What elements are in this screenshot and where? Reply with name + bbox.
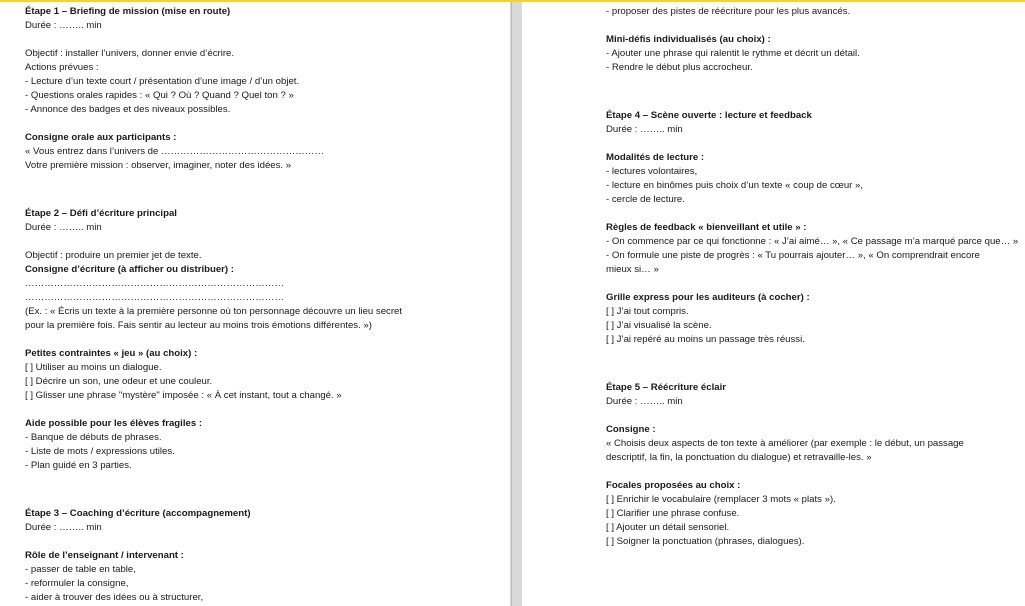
etape3-heading: Étape 3 – Coaching d’écriture (accompagnement) <box>25 508 251 519</box>
etape4-modalite-item: - cercle de lecture. <box>606 194 685 205</box>
etape2-objective: Objectif : produire un premier jet de texte. <box>25 250 202 261</box>
etape1-action-item: - Questions orales rapides : « Qui ? Où ? Quand ? Quel ton ? » <box>25 90 294 101</box>
etape4-modalites-heading: Modalités de lecture : <box>606 152 705 163</box>
etape4-heading: Étape 4 – Scène ouverte : lecture et feedback <box>606 110 812 121</box>
etape3-role-heading: Rôle de l’enseignant / intervenant : <box>25 550 184 561</box>
document-page-right <box>522 2 1025 606</box>
etape4-grille-heading: Grille express pour les auditeurs (à cocher) : <box>606 292 810 303</box>
etape4-regle-item: - On commence par ce qui fonctionne : « J’ai aimé… », « Ce passage m’a marqué parce que… » <box>606 236 1019 247</box>
etape1-consigne-line: « Vous entrez dans l’univers de …………………………………………… <box>25 146 325 157</box>
etape2-blank-line: ……………………………………………………………………… <box>25 278 285 289</box>
etape1-action-item: - Lecture d’un texte court / présentation d’une image / d’un objet. <box>25 76 300 87</box>
etape2-example-line: pour la première fois. Fais sentir au lecteur au moins trois émotions différentes. ») <box>25 320 372 331</box>
etape2-aide-item: - Liste de mots / expressions utiles. <box>25 446 175 457</box>
etape1-action-item: - Annonce des badges et des niveaux possibles. <box>25 104 231 115</box>
etape5-consigne-heading: Consigne : <box>606 424 656 435</box>
etape4-regle-item: mieux si… » <box>606 264 659 275</box>
etape1-consigne-line: Votre première mission : observer, imaginer, noter des idées. » <box>25 160 292 171</box>
etape1-heading: Étape 1 – Briefing de mission (mise en route) <box>25 6 231 17</box>
etape5-focale-item: [ ] Soigner la ponctuation (phrases, dialogues). <box>606 536 805 547</box>
etape1-objective: Objectif : installer l’univers, donner envie d’écrire. <box>25 48 235 59</box>
etape2-example-line: (Ex. : « Écris un texte à la première personne où ton personnage découvre un lieu secret <box>25 306 403 317</box>
etape5-focales-heading: Focales proposées au choix : <box>606 480 741 491</box>
etape4-modalite-item: - lecture en binômes puis choix d’un texte « coup de cœur », <box>606 180 864 191</box>
etape2-duration: Durée : …….. min <box>25 222 102 233</box>
etape2-contraintes-heading: Petites contraintes « jeu » (au choix) : <box>25 348 198 359</box>
etape4-modalite-item: - lectures volontaires, <box>606 166 698 177</box>
etape3-role-item: - reformuler la consigne, <box>25 578 129 589</box>
page-gutter-divider <box>511 2 512 606</box>
etape2-blank-line: ……………………………………………………………………… <box>25 292 285 303</box>
page-right-text-column <box>606 5 1021 549</box>
etape3-role-item-continued: - proposer des pistes de réécriture pour les plus avancés. <box>606 6 851 17</box>
minidefis-heading: Mini-défis individualisés (au choix) : <box>606 34 771 45</box>
etape2-aide-heading: Aide possible pour les élèves fragiles : <box>25 418 203 429</box>
etape1-actions-heading: Actions prévues : <box>25 62 99 73</box>
etape5-focale-item: [ ] Clarifier une phrase confuse. <box>606 508 740 519</box>
etape2-contrainte-item: [ ] Utiliser au moins un dialogue. <box>25 362 162 373</box>
etape2-contrainte-item: [ ] Décrire un son, une odeur et une couleur. <box>25 376 213 387</box>
etape2-contrainte-item: [ ] Glisser une phrase "mystère" imposée : « À cet instant, tout a changé. » <box>25 390 342 401</box>
etape5-consigne-line: descriptif, la fin, la ponctuation du dialogue) et retravaille-les. » <box>606 452 872 463</box>
etape4-regle-item: - On formule une piste de progrès : « Tu pourrais ajouter… », « On comprendrait encore <box>606 250 980 261</box>
etape2-aide-item: - Banque de débuts de phrases. <box>25 432 162 443</box>
etape2-heading: Étape 2 – Défi d’écriture principal <box>25 208 177 219</box>
minidefis-item: - Rendre le début plus accrocheur. <box>606 62 753 73</box>
etape5-focale-item: [ ] Enrichir le vocabulaire (remplacer 3 mots « plats »). <box>606 494 836 505</box>
etape4-grille-item: [ ] J’ai visualisé la scène. <box>606 320 712 331</box>
etape5-duration: Durée : …….. min <box>606 396 683 407</box>
etape5-consigne-line: « Choisis deux aspects de ton texte à améliorer (par exemple : le début, un passage <box>606 438 964 449</box>
etape5-heading: Étape 5 – Réécriture éclair <box>606 382 726 393</box>
page-left-text-column <box>25 5 505 605</box>
minidefis-item: - Ajouter une phrase qui ralentit le rythme et décrit un détail. <box>606 48 860 59</box>
etape3-role-item: - passer de table en table, <box>25 564 136 575</box>
etape4-duration: Durée : …….. min <box>606 124 683 135</box>
etape4-regles-heading: Règles de feedback « bienveillant et utile » : <box>606 222 807 233</box>
etape4-grille-item: [ ] J’ai repéré au moins un passage très réussi. <box>606 334 805 345</box>
etape1-duration: Durée : …….. min <box>25 20 102 31</box>
etape2-aide-item: - Plan guidé en 3 parties. <box>25 460 132 471</box>
etape5-focale-item: [ ] Ajouter un détail sensoriel. <box>606 522 730 533</box>
etape1-consigne-heading: Consigne orale aux participants : <box>25 132 177 143</box>
document-page-left <box>0 2 510 606</box>
etape4-grille-item: [ ] J’ai tout compris. <box>606 306 689 317</box>
etape3-role-item: - aider à trouver des idées ou à structurer, <box>25 592 204 603</box>
etape3-duration: Durée : …….. min <box>25 522 102 533</box>
etape2-consigne-heading: Consigne d’écriture (à afficher ou distribuer) : <box>25 264 234 275</box>
